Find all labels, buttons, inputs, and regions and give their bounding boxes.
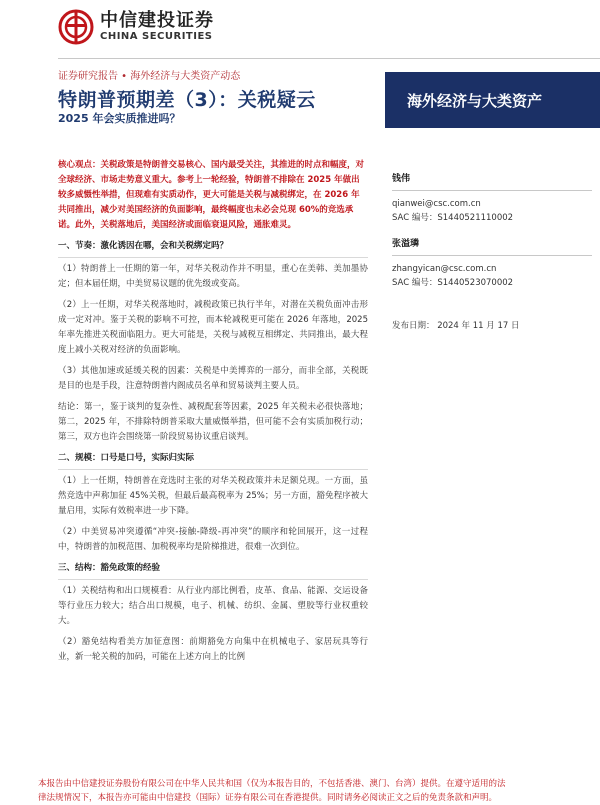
category-banner-label: 海外经济与大类资产 xyxy=(407,91,543,110)
paragraph: （2）豁免结构看美方加征意图：前期豁免方向集中在机械电子、家居玩具等行业，新一轮关税的加码，可能在上述方向上的比例 xyxy=(58,637,368,662)
paragraph: （2）中美贸易冲突遵循“冲突-接触-降级-再冲突”的顺序和轮回展开，这一过程中，特朗普的加税范围、加税税率均是阶梯推进，很难一次到位。 xyxy=(58,527,368,552)
section-scale xyxy=(58,451,368,555)
header-divider xyxy=(58,58,600,59)
paragraph: （2）上一任期，对华关税落地时，减税政策已执行半年，对潜在关税负面冲击形成一定对冲。鉴于关税的影响不可控，而本轮减税更可能在 2026 年落地，2025 年率先推进关税面临阻力。更大可能是，关税与减税互相绑定、共同推出，最大程度上减小关税对经济的负面影响。 xyxy=(58,300,368,355)
breadcrumb: 证券研究报告 • 海外经济与大类资产动态 xyxy=(58,71,241,82)
analyst-email[interactable]: qianwei@csc.com.cn xyxy=(392,199,481,209)
section-rhythm xyxy=(58,239,368,445)
category-banner xyxy=(385,72,600,128)
analyst-card xyxy=(392,237,592,290)
analyst-email[interactable]: zhangyican@csc.com.cn xyxy=(392,264,497,274)
report-subtitle: 2025 年会实质推进吗？ xyxy=(58,112,181,125)
section-structure xyxy=(58,561,368,665)
disclaimer-line: 律法规情况下，本报告亦可能由中信建投（国际）证券有限公司在香港提供。同时请务必阅读正文之后的免责条款和声明。 xyxy=(38,793,498,803)
csc-logo-icon xyxy=(58,9,94,45)
section-title: 二、规模：口号是口号，实际归实际 xyxy=(58,451,368,470)
section-title: 三、结构：豁免政策的经验 xyxy=(58,561,368,580)
paragraph: （1）特朗普上一任期的第一年，对华关税动作并不明显，重心在美韩、美加墨协定；但本届任期，中美贸易议题的优先级或变高。 xyxy=(58,264,368,289)
analyst-sidebar xyxy=(392,172,592,302)
divider xyxy=(392,190,592,191)
disclaimer-line: 本报告由中信建投证券股份有限公司在中华人民共和国（仅为本报告目的，不包括香港、澳门、台湾）提供。在遵守适用的法 xyxy=(38,779,506,789)
paragraph: 结论：第一，鉴于谈判的复杂性、减税配套等因素，2025 年关税未必很快落地；第二，2025 年，不排除特朗普采取大量威慑举措，但可能不会有实质加税行动；第三，双方也许会围绕第一阶段贸易协议重启谈判。 xyxy=(58,402,368,442)
logo-english-name: CHINA SECURITIES xyxy=(100,31,213,42)
section-title: 一、节奏：激化诱因在哪，会和关税绑定吗？ xyxy=(58,239,368,258)
analyst-card xyxy=(392,172,592,225)
paragraph: （3）其他加速或延缓关税的因素：关税是中美博弈的一部分，而非全部，关税既是目的也是手段，注意特朗普内阁成员名单和贸易谈判主要人员。 xyxy=(58,366,368,391)
core-summary: 核心观点：关税政策是特朗普交易核心、国内最受关注，其推进的时点和幅度，对全球经济、市场走势意义重大。参考上一轮经验，特朗普不排除在 2025 年做出较多威慑性举措，但现难有实质动作，更大可能是关税与减税绑定，在 2026 年共同推出，减少对美国经济的负面影响，最终幅度也未必会兑现 60%的竞选承诺。此外，关税落地后，美国经济或面临衰退风险，通胀难灵。 xyxy=(58,160,365,230)
report-title: 特朗普预期差（3）：关税疑云 xyxy=(58,89,316,111)
paragraph: （1）上一任期，特朗普在竞选时主张的对华关税政策并未足额兑现。一方面，虽然竞选中声称加征 45%关税，但最后最高税率为 25%；另一方面，豁免程序被大量启用，实际有效税率进一步下降。 xyxy=(58,476,368,516)
main-column xyxy=(58,158,368,671)
company-logo xyxy=(58,8,214,46)
paragraph: （1）关税结构和出口规模看：从行业内部比例看，皮革、食品、能源、交运设备等行业压力较大；结合出口规模，电子、机械、纺织、金属、塑胶等行业权重较大。 xyxy=(58,586,368,626)
disclaimer-footer xyxy=(38,777,600,805)
analyst-name: 钱伟 xyxy=(392,174,411,184)
analyst-sac-number: SAC 编号：S1440523070002 xyxy=(392,278,514,288)
logo-chinese-name: 中信建投证券 xyxy=(100,10,214,31)
analyst-sac-number: SAC 编号：S1440521110002 xyxy=(392,213,514,223)
publish-date: 发布日期： 2024 年 11 月 17 日 xyxy=(392,321,520,331)
divider xyxy=(392,255,592,256)
analyst-name: 张溢璘 xyxy=(392,239,420,249)
